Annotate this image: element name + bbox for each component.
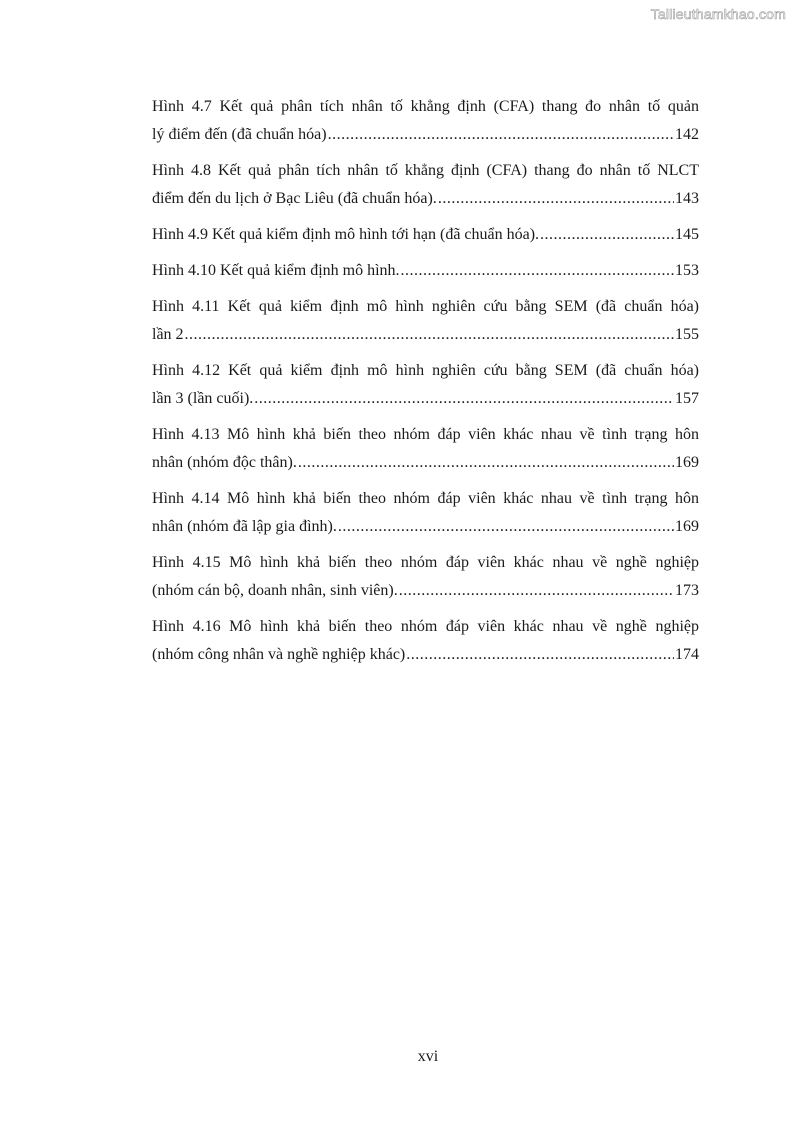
toc-entry-last-line	[152, 513, 699, 541]
toc-entry-title-line: Hình 4.15 Mô hình khả biến theo nhóm đáp viên khác nhau về nghề nghiệp	[152, 554, 699, 571]
toc-page-number: 153	[675, 262, 699, 279]
dot-leader	[254, 385, 674, 413]
toc-entry-title-line: Hình 4.13 Mô hình khả biến theo nhóm đáp viên khác nhau về tình trạng hôn	[152, 426, 699, 443]
toc-entry[interactable]	[152, 421, 699, 477]
toc-entry-last-line	[152, 577, 699, 605]
dot-leader	[328, 121, 674, 149]
toc-page-number: 173	[675, 582, 699, 599]
toc-entry-title-end: (nhóm cán bộ, doanh nhân, sinh viên).	[152, 582, 398, 599]
toc-entry-title-end: lần 3 (lần cuối).	[152, 390, 254, 407]
toc-entry[interactable]	[152, 221, 699, 249]
dot-leader	[540, 221, 674, 249]
toc-page-number: 143	[675, 190, 699, 207]
toc-entry-title-line: Hình 4.16 Mô hình khả biến theo nhóm đáp viên khác nhau về nghề nghiệp	[152, 618, 699, 635]
toc-entry-title-end: nhân (nhóm đã lập gia đình).	[152, 518, 337, 535]
toc-entry-last-line	[152, 121, 699, 149]
dot-leader	[406, 641, 674, 669]
toc-entry-last-line	[152, 321, 699, 349]
toc-entry-title-line: Hình 4.11 Kết quả kiểm định mô hình nghiên cứu bằng SEM (đã chuẩn hóa)	[152, 298, 699, 315]
toc-entry-title-line: Hình 4.7 Kết quả phân tích nhân tố khẳng định (CFA) thang đo nhân tố quản	[152, 98, 699, 115]
toc-entry[interactable]	[152, 257, 699, 285]
toc-page-number: 142	[675, 126, 699, 143]
toc-entry[interactable]	[152, 93, 699, 149]
dot-leader	[438, 185, 674, 213]
toc-entry-title-end: Hình 4.9 Kết quả kiểm định mô hình tới hạn (đã chuẩn hóa).	[152, 226, 540, 243]
toc-entry-last-line	[152, 257, 699, 285]
toc-entry-title-end: Hình 4.10 Kết quả kiểm định mô hình.	[152, 262, 400, 279]
toc-entry-last-line	[152, 641, 699, 669]
toc-page-number: 169	[675, 454, 699, 471]
toc-page-number: 157	[675, 390, 699, 407]
toc-entry[interactable]	[152, 357, 699, 413]
toc-entry-title-end: lần 2	[152, 326, 184, 343]
toc-entry-last-line	[152, 449, 699, 477]
toc-entry-last-line	[152, 185, 699, 213]
page-number: xvi	[417, 1048, 439, 1065]
toc-entry-title-end: lý điểm đến (đã chuẩn hóa)	[152, 126, 327, 143]
watermark: Tailieuthamkhao.com	[650, 6, 786, 22]
toc-entry-last-line	[152, 385, 699, 413]
toc-entry[interactable]	[152, 549, 699, 605]
toc-page-number: 155	[675, 326, 699, 343]
toc-entry-title-line: Hình 4.12 Kết quả kiểm định mô hình nghiên cứu bằng SEM (đã chuẩn hóa)	[152, 362, 699, 379]
toc-entry-title-end: nhân (nhóm độc thân).	[152, 454, 297, 471]
toc-entry[interactable]	[152, 293, 699, 349]
toc-page-number: 145	[675, 226, 699, 243]
toc-entry-title-line: Hình 4.14 Mô hình khả biến theo nhóm đáp viên khác nhau về tình trạng hôn	[152, 490, 699, 507]
toc-entry[interactable]	[152, 157, 699, 213]
dot-leader	[298, 449, 674, 477]
toc-page-number: 169	[675, 518, 699, 535]
toc-page-number: 174	[675, 646, 699, 663]
toc-entry-title-line: Hình 4.8 Kết quả phân tích nhân tố khẳng định (CFA) thang đo nhân tố NLCT	[152, 162, 699, 179]
dot-leader	[401, 257, 674, 285]
dot-leader	[399, 577, 674, 605]
dot-leader	[185, 321, 674, 349]
toc-entry-last-line	[152, 221, 699, 249]
toc-entry-title-end: điểm đến du lịch ở Bạc Liêu (đã chuẩn hóa).	[152, 190, 437, 207]
dot-leader	[338, 513, 674, 541]
toc-entry[interactable]	[152, 613, 699, 669]
toc-entry[interactable]	[152, 485, 699, 541]
list-of-figures	[152, 93, 699, 677]
toc-entry-title-end: (nhóm công nhân và nghề nghiệp khác)	[152, 646, 406, 663]
